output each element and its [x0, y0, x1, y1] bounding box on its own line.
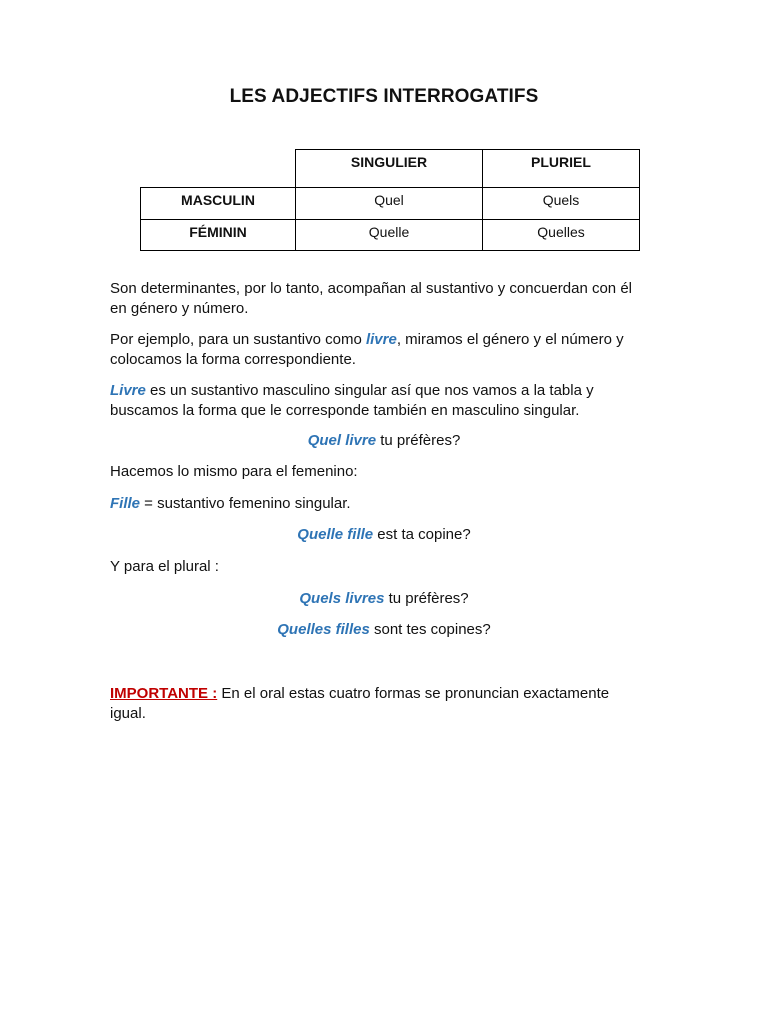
highlight-term: Quel livre — [307, 432, 377, 449]
text-line — [110, 330, 650, 350]
text-segment: es un sustantivo masculino singular así que nos vamos a la tabla y — [145, 382, 594, 399]
text-line — [110, 684, 650, 704]
table-row — [141, 220, 640, 251]
row-label-masculin: MASCULIN — [141, 188, 296, 220]
adjectives-table — [140, 149, 640, 251]
text-line: igual. — [110, 705, 146, 722]
row-label-feminin: FÉMININ — [141, 220, 296, 251]
text-line: Son determinantes, por lo tanto, acompañan al sustantivo y concuerdan con él — [110, 280, 632, 297]
text-segment: est ta copine? — [373, 526, 471, 543]
table-corner-cell — [141, 150, 296, 188]
importante-label: IMPORTANTE : — [110, 685, 218, 702]
page-title: LES ADJECTIFS INTERROGATIFS — [229, 86, 539, 107]
highlight-term: Livre — [110, 382, 146, 399]
table-row — [141, 188, 640, 220]
paragraph-livre — [110, 381, 650, 421]
highlight-term: Fille — [110, 495, 141, 512]
example-quel-livre — [0, 431, 768, 451]
text-segment: , miramos el género y el número y — [396, 331, 624, 348]
text-segment: En el oral estas cuatro formas se pronuncian exactamente — [217, 685, 610, 702]
header-pluriel: PLURIEL — [483, 150, 640, 188]
text-segment: = sustantivo femenino singular. — [140, 495, 351, 512]
paragraph-ejemplo — [110, 330, 650, 370]
paragraph-fille — [110, 494, 650, 514]
highlight-term: Quelles filles — [277, 621, 370, 638]
text-line: en género y número. — [110, 300, 249, 317]
paragraph-importante — [110, 684, 650, 724]
table-header-row — [141, 150, 640, 188]
paragraph-plural: Y para el plural : — [110, 558, 219, 575]
paragraph-femenino: Hacemos lo mismo para el femenino: — [110, 463, 358, 480]
text-segment: tu préfères? — [384, 590, 469, 607]
paragraph-determinantes — [110, 279, 650, 319]
highlight-term: Quelle fille — [297, 526, 374, 543]
text-line: buscamos la forma que le corresponde también en masculino singular. — [110, 402, 580, 419]
cell-feminin-pluriel: Quelles — [483, 220, 640, 251]
cell-masculin-pluriel: Quels — [483, 188, 640, 220]
text-line — [110, 381, 650, 401]
cell-masculin-singulier: Quel — [296, 188, 483, 220]
text-line: colocamos la forma correspondiente. — [110, 351, 356, 368]
example-quels-livres — [0, 589, 768, 609]
example-quelles-filles — [0, 620, 768, 640]
example-quelle-fille — [0, 525, 768, 545]
cell-feminin-singulier: Quelle — [296, 220, 483, 251]
text-segment: tu préfères? — [376, 432, 461, 449]
text-segment: Por ejemplo, para un sustantivo como — [110, 331, 366, 348]
highlight-term: Quels livres — [299, 590, 385, 607]
text-segment: sont tes copines? — [369, 621, 491, 638]
header-singulier: SINGULIER — [296, 150, 483, 188]
highlight-term: livre — [365, 331, 397, 348]
